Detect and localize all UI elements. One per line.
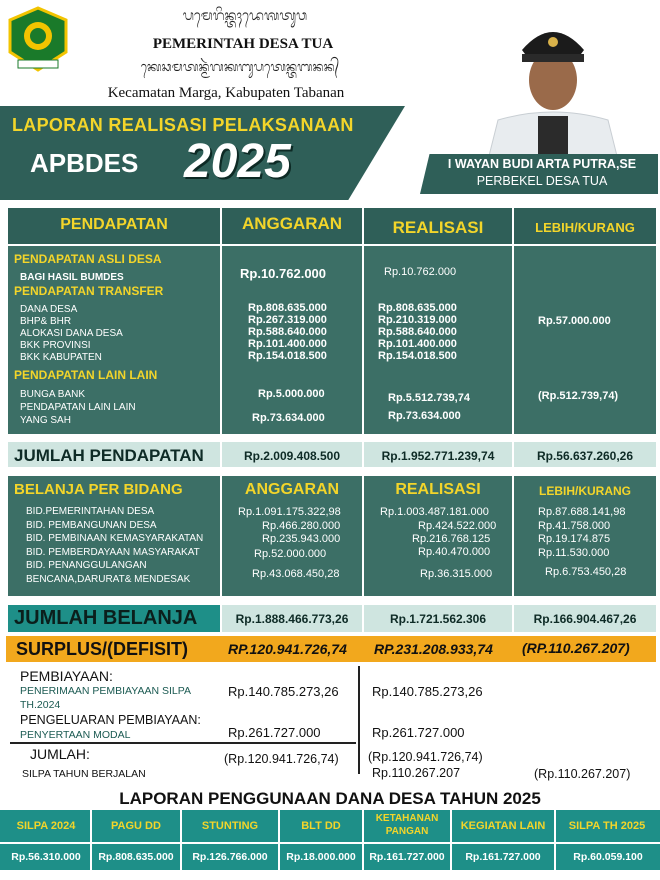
- dd-value-silpa-2025: Rp.60.059.100: [573, 851, 643, 863]
- row-label: BAGI HASIL BUMDES: [20, 272, 124, 283]
- row-realisasi: Rp.101.400.000: [378, 338, 457, 350]
- dd-header-stunting: STUNTING: [201, 820, 259, 832]
- silpa-label: SILPA TAHUN BERJALAN: [22, 768, 146, 780]
- belanja-row-realisasi: Rp.40.470.000: [418, 546, 491, 558]
- belanja-row-anggaran: Rp.466.280.000: [262, 520, 341, 532]
- belanja-row-anggaran: Rp.1.091.175.322,98: [238, 506, 341, 518]
- pembiayaan-jumlah-label: JUMLAH:: [30, 746, 90, 762]
- page-title: PEMERINTAH DESA TUA: [152, 36, 334, 52]
- surplus-lebih: (RP.110.267.207): [522, 640, 630, 656]
- pembiayaan-title: PEMBIAYAAN:: [20, 668, 113, 684]
- dd-value-stunting: Rp.126.766.000: [192, 851, 268, 863]
- penyertaan-anggaran: Rp.261.727.000: [228, 725, 321, 740]
- dd-header-kegiatan: KEGIATAN LAIN: [460, 820, 546, 832]
- row-anggaran: Rp.267.319.000: [248, 314, 327, 326]
- row-label: PENDAPATAN LAIN LAIN: [20, 402, 136, 413]
- row-anggaran: Rp.588.640.000: [248, 326, 327, 338]
- official-name: I WAYAN BUDI ARTA PUTRA,SE: [447, 157, 637, 171]
- belanja-header-anggaran: ANGGARAN: [244, 481, 340, 498]
- row-label: DANA DESA: [20, 304, 78, 315]
- belanja-header-lebih: LEBIH/KURANG: [539, 484, 631, 498]
- belanja-row-lebih: Rp.6.753.450,28: [545, 566, 627, 578]
- belanja-row-realisasi: Rp.36.315.000: [420, 568, 493, 580]
- pembiayaan-jumlah-realisasi: (Rp.120.941.726,74): [368, 750, 483, 764]
- pengeluaran-title: PENGELUARAN PEMBIAYAAN:: [20, 713, 201, 727]
- dd-header-blt: BLT DD: [301, 820, 341, 832]
- belanja-row-label: BID. PEMBINAAN KEMASYARAKATAN: [26, 533, 204, 544]
- row-anggaran: Rp.154.018.500: [248, 350, 327, 362]
- apbdes-label: APBDES: [30, 148, 139, 178]
- silpa-lebih: (Rp.110.267.207): [534, 767, 631, 781]
- belanja-row-lebih: Rp.11.530.000: [538, 547, 610, 559]
- row-label: BKK KABUPATEN: [20, 352, 102, 363]
- group-label: PENDAPATAN TRANSFER: [14, 284, 164, 298]
- jumlah-pendapatan-realisasi: Rp.1.952.771.239,74: [381, 449, 495, 463]
- dana-desa-table: [0, 810, 660, 870]
- row-label: ALOKASI DANA DESA: [20, 328, 123, 339]
- belanja-row-anggaran: Rp.235.943.000: [262, 533, 341, 545]
- pendapatan-header-lebih: LEBIH/KURANG: [535, 220, 635, 235]
- belanja-row-label: BID. PENANGGULANGAN: [26, 560, 147, 571]
- village-logo: [6, 6, 70, 76]
- belanja-header-label: BELANJA PER BIDANG: [14, 481, 183, 498]
- dd-header-silpa-2024: SILPA 2024: [16, 820, 76, 832]
- belanja-row-anggaran: Rp.43.068.450,28: [252, 568, 340, 580]
- page-subtitle: Kecamatan Marga, Kabupaten Tabanan: [107, 85, 345, 101]
- dd-header-silpa-2025: SILPA TH 2025: [568, 820, 646, 832]
- row-realisasi: Rp.5.512.739,74: [388, 392, 470, 404]
- group-label: PENDAPATAN LAIN LAIN: [14, 368, 158, 382]
- dd-value-blt: Rp.18.000.000: [286, 851, 356, 863]
- row-realisasi: Rp.210.319.000: [378, 314, 457, 326]
- jumlah-pendapatan-anggaran: Rp.2.009.408.500: [243, 449, 341, 463]
- row-realisasi: Rp.154.018.500: [378, 350, 457, 362]
- dd-value-ketahanan: Rp.161.727.000: [369, 851, 445, 863]
- group-label: PENDAPATAN ASLI DESA: [14, 252, 162, 266]
- script-line-1: ᬧᬫᬾᬭᬶᬦ᭄ᬢᬄᬤᬾᬰᬢᬸᬯ: [182, 8, 308, 24]
- silpa-realisasi: Rp.110.267.207: [372, 766, 461, 780]
- belanja-row-label: BID. PEMBANGUNAN DESA: [26, 520, 157, 531]
- penerimaan-label: PENERIMAAN PEMBIAYAAN SILPA: [20, 685, 191, 697]
- belanja-row-lebih: Rp.19.174.875: [538, 533, 611, 545]
- dd-value-pagu: Rp.808.635.000: [98, 851, 174, 863]
- belanja-row-realisasi: Rp.424.522.000: [418, 520, 497, 532]
- penyertaan-label: PENYERTAAN MODAL: [20, 729, 131, 741]
- row-anggaran: Rp.101.400.000: [248, 338, 327, 350]
- jumlah-belanja-label: JUMLAH BELANJA: [14, 607, 198, 629]
- row-realisasi: Rp.73.634.000: [388, 410, 461, 422]
- jumlah-pendapatan-lebih: Rp.56.637.260,26: [536, 449, 634, 463]
- jumlah-belanja-realisasi: Rp.1.721.562.306: [389, 612, 487, 626]
- surplus-anggaran: RP.120.941.726,74: [228, 641, 347, 657]
- row-anggaran: Rp.10.762.000: [240, 266, 327, 281]
- dd-header-ketahanan: KETAHANAN PANGAN: [375, 813, 439, 837]
- belanja-row-realisasi: Rp.216.768.125: [412, 533, 491, 545]
- script-line-2: ᬓᬾᬘᬫᬢᬦ᭄ᬫᬃᬕᬓᬩᬸᬧᬢᬾᬦ᭄ᬢᬩᬦᬦ᭄: [140, 60, 340, 75]
- dd-value-kegiatan: Rp.161.727.000: [465, 851, 541, 863]
- belanja-row-label: BID.PEMERINTAHAN DESA: [26, 506, 155, 517]
- surplus-realisasi: RP.231.208.933,74: [374, 641, 493, 657]
- vertical-divider: [358, 666, 360, 774]
- pendapatan-header-realisasi: REALISASI: [392, 218, 484, 237]
- belanja-row-label: BID. PEMBERDAYAAN MASYARAKAT: [26, 547, 200, 558]
- pendapatan-header-anggaran: ANGGARAN: [241, 214, 343, 233]
- official-role: PERBEKEL DESA TUA: [476, 174, 608, 188]
- row-label: BKK PROVINSI: [20, 340, 91, 351]
- row-label: BHP& BHR: [20, 316, 72, 327]
- belanja-row-lebih: Rp.87.688.141,98: [538, 506, 626, 518]
- jumlah-belanja-anggaran: Rp.1.888.466.773,26: [235, 612, 349, 626]
- penerimaan-realisasi: Rp.140.785.273,26: [372, 684, 483, 699]
- dd-value-silpa-2024: Rp.56.310.000: [11, 851, 81, 863]
- dd-header-pagu: PAGU DD: [111, 820, 161, 832]
- surplus-label: SURPLUS/(DEFISIT): [16, 639, 189, 659]
- row-label: YANG SAH: [20, 415, 71, 426]
- row-anggaran: Rp.808.635.000: [248, 302, 327, 314]
- belanja-row-lebih: Rp.41.758.000: [538, 520, 611, 532]
- official-photo: [478, 8, 628, 160]
- dana-desa-title: LAPORAN PENGGUNAAN DANA DESA TAHUN 2025: [119, 789, 541, 808]
- penerimaan-anggaran: Rp.140.785.273,26: [228, 684, 339, 699]
- row-realisasi: Rp.808.635.000: [378, 302, 457, 314]
- lebih-transfer: Rp.57.000.000: [538, 315, 611, 327]
- belanja-row-anggaran: Rp.52.000.000: [254, 548, 327, 560]
- belanja-row-label: BENCANA,DARURAT& MENDESAK: [26, 574, 191, 585]
- row-anggaran: Rp.73.634.000: [252, 412, 325, 424]
- row-label: BUNGA BANK: [20, 389, 86, 400]
- jumlah-pendapatan-label: JUMLAH PENDAPATAN: [14, 446, 204, 465]
- report-title: LAPORAN REALISASI PELAKSANAAN: [12, 115, 354, 135]
- row-realisasi: Rp.588.640.000: [378, 326, 457, 338]
- row-realisasi: Rp.10.762.000: [384, 266, 457, 278]
- penyertaan-realisasi: Rp.261.727.000: [372, 725, 465, 740]
- pembiayaan-jumlah-anggaran: (Rp.120.941.726,74): [224, 752, 339, 766]
- penerimaan-label-year: TH.2024: [20, 699, 61, 711]
- belanja-header-realisasi: REALISASI: [395, 481, 481, 498]
- belanja-row-realisasi: Rp.1.003.487.181.000: [380, 506, 489, 518]
- row-anggaran: Rp.5.000.000: [258, 388, 325, 400]
- pendapatan-header-label: PENDAPATAN: [60, 216, 168, 233]
- report-year: 2025: [184, 135, 291, 188]
- lebih-lain: (Rp.512.739,74): [538, 390, 619, 402]
- jumlah-belanja-lebih: Rp.166.904.467,26: [533, 612, 637, 626]
- horizontal-divider: [10, 742, 356, 744]
